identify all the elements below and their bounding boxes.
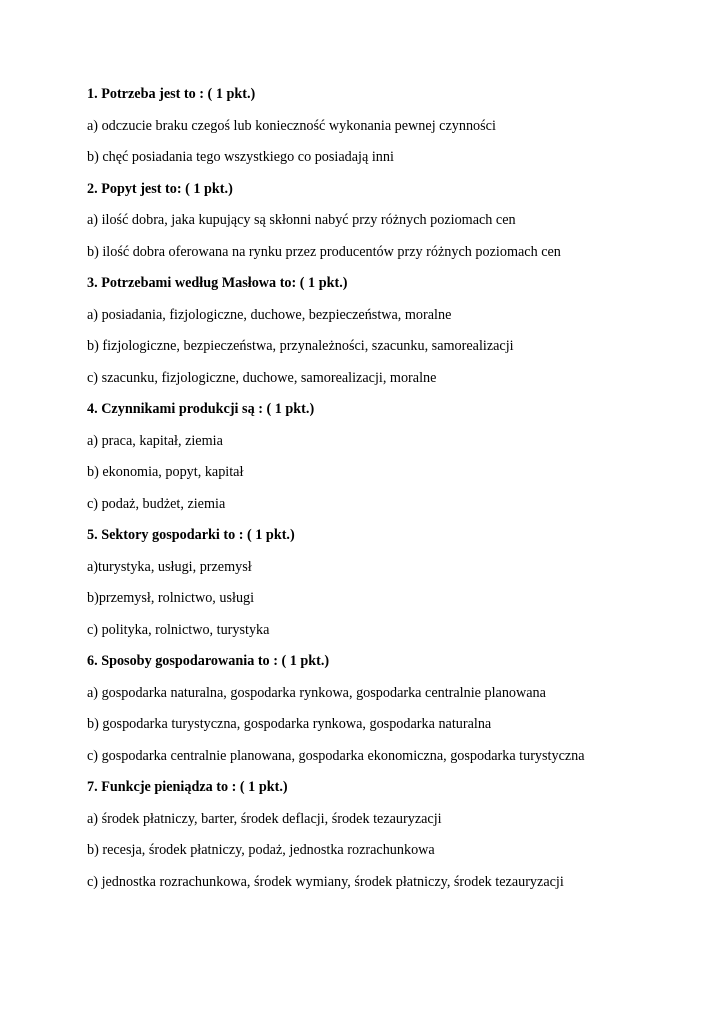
answer-option-a: a) odczucie braku czegoś lub konieczność wykonania pewnej czynności	[87, 117, 496, 134]
question-7	[87, 777, 707, 892]
answer-option-b: b)przemysł, rolnictwo, usługi	[87, 590, 255, 606]
answer-option-a: a) praca, kapitał, ziemia	[87, 432, 223, 449]
question-title: 3. Potrzebami według Masłowa to: ( 1 pkt.)	[87, 275, 348, 291]
answer-option-a: a) ilość dobra, jaka kupujący są skłonni nabyć przy różnych poziomach cen	[87, 212, 516, 228]
question-5	[87, 525, 707, 640]
answer-option-a: a)turystyka, usługi, przemysł	[87, 558, 252, 575]
answer-option-a: a) posiadania, fizjologiczne, duchowe, bezpieczeństwa, moralne	[87, 306, 452, 323]
answer-option-c: c) polityka, rolnictwo, turystyka	[87, 621, 270, 638]
answer-option-c: c) szacunku, fizjologiczne, duchowe, samorealizacji, moralne	[87, 369, 437, 386]
question-title: 7. Funkcje pieniądza to : ( 1 pkt.)	[87, 779, 288, 795]
answer-option-c: c) podaż, budżet, ziemia	[87, 495, 226, 512]
question-4	[87, 399, 707, 514]
question-title: 6. Sposoby gospodarowania to : ( 1 pkt.)	[87, 653, 330, 669]
answer-option-b: b) ilość dobra oferowana na rynku przez producentów przy różnych poziomach cen	[87, 243, 561, 260]
question-2	[87, 179, 707, 262]
question-title: 4. Czynnikami produkcji są : ( 1 pkt.)	[87, 401, 315, 417]
answer-option-b: b) gospodarka turystyczna, gospodarka rynkowa, gospodarka naturalna	[87, 716, 492, 732]
question-6	[87, 651, 707, 766]
answer-option-a: a) środek płatniczy, barter, środek deflacji, środek tezauryzacji	[87, 810, 442, 827]
answer-option-c: c) gospodarka centralnie planowana, gospodarka ekonomiczna, gospodarka turystyczna	[87, 747, 585, 764]
answer-option-b: b) recesja, środek płatniczy, podaż, jednostka rozrachunkowa	[87, 842, 435, 858]
answer-option-b: b) ekonomia, popyt, kapitał	[87, 464, 244, 480]
answer-option-b: b) chęć posiadania tego wszystkiego co posiadają inni	[87, 149, 394, 165]
answer-option-a: a) gospodarka naturalna, gospodarka rynkowa, gospodarka centralnie planowana	[87, 684, 546, 701]
answer-option-c: c) jednostka rozrachunkowa, środek wymiany, środek płatniczy, środek tezauryzacji	[87, 873, 564, 890]
question-title: 1. Potrzeba jest to : ( 1 pkt.)	[87, 86, 256, 102]
answer-option-b: b) fizjologiczne, bezpieczeństwa, przynależności, szacunku, samorealizacji	[87, 338, 514, 354]
question-1	[87, 84, 707, 167]
question-3	[87, 273, 707, 388]
question-title: 2. Popyt jest to: ( 1 pkt.)	[87, 180, 233, 197]
question-title: 5. Sektory gospodarki to : ( 1 pkt.)	[87, 527, 295, 543]
quiz-document	[87, 84, 707, 903]
